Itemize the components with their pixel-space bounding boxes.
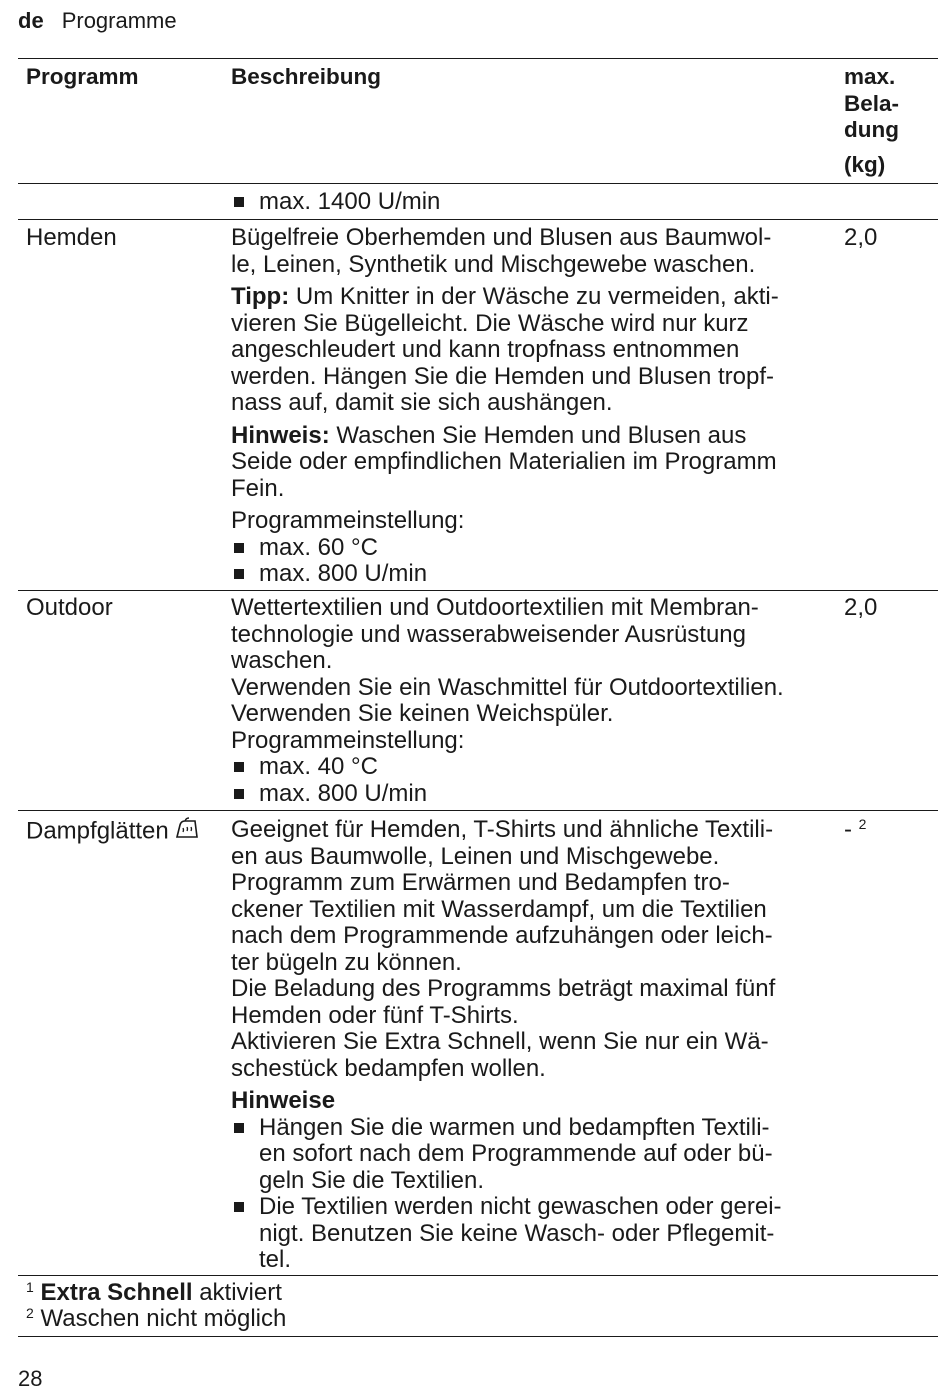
text-line: Um Knitter in der Wäsche zu vermeiden, akti- (295, 283, 779, 310)
list-item: max. 40 °C (231, 754, 831, 781)
program-name-hemden: Hemden (26, 224, 117, 251)
text-line: Bügelfreie Oberhemden und Blusen aus Baumwol- (231, 224, 772, 251)
text-line: Die Textilien werden nicht gewaschen oder gerei- (259, 1193, 782, 1220)
text-line: Waschen Sie Hemden und Blusen aus (336, 421, 747, 449)
steam-iron-icon (173, 817, 201, 848)
text-line: Hängen Sie die warmen und bedampften Textili- (259, 1113, 770, 1141)
list-item: max. 800 U/min (231, 561, 831, 588)
program-name-dampfglaetten (26, 817, 226, 848)
header-rule (18, 183, 938, 184)
text-line: Hemden oder fünf T-Shirts. (231, 1001, 519, 1029)
text-line: angeschleudert und kann tropfnass entnommen (231, 336, 740, 363)
text-line: Die Beladung des Programms beträgt maximal fünf (231, 975, 776, 1002)
text-line: Verwenden Sie ein Waschmittel für Outdoortextilien. (231, 673, 784, 701)
list-item (231, 1194, 831, 1274)
description-outdoor (231, 595, 831, 807)
description-hemden (231, 225, 831, 588)
text-line: nach dem Programmende aufzuhängen oder leich- (231, 922, 773, 949)
tip-paragraph (231, 284, 831, 417)
list-item: max. 800 U/min (231, 781, 831, 808)
load-hemden: 2,0 (844, 224, 878, 251)
list-item: max. 60 °C (231, 535, 831, 562)
list-item: max. 1400 U/min (231, 189, 831, 216)
footnote-text: aktiviert (199, 1279, 282, 1306)
program-name-text: Dampfglätten (26, 817, 169, 845)
table-top-rule (18, 58, 938, 59)
notes-block (231, 1088, 831, 1274)
text-line: technologie und wasserabweisender Ausrüstung (231, 620, 747, 648)
text-line: Programm zum Erwärmen und Bedampfen tro- (231, 869, 730, 896)
notes-title: Hinweise (231, 1087, 336, 1114)
text-line: Aktivieren Sie Extra Schnell, wenn Sie nur ein Wä- (231, 1028, 769, 1055)
table-bottom-rule (18, 1275, 938, 1276)
footnote-bold: Extra Schnell (40, 1279, 193, 1306)
program-name-outdoor: Outdoor (26, 594, 113, 621)
text-line: Geeignet für Hemden, T-Shirts und ähnliche Textili- (231, 816, 774, 843)
row-divider (18, 590, 938, 591)
text-line: le, Leinen, Synthetik und Mischgewebe waschen. (231, 250, 756, 278)
header-line: max. (844, 64, 896, 89)
list-item (231, 1115, 831, 1195)
text-line: ter bügeln zu können. (231, 948, 462, 976)
footnote-number: 2 (26, 1305, 34, 1321)
text-line: en sofort nach dem Programmende auf oder bü- (259, 1140, 773, 1167)
text-line: vieren Sie Bügelleicht. Die Wäsche wird nur kurz (231, 309, 749, 337)
settings-label: Programmeinstellung: (231, 726, 465, 754)
description-dampfglaetten (231, 817, 831, 1274)
text-line: Seide oder empfindlichen Materialien im Programm (231, 448, 777, 475)
footnote-text: Waschen nicht möglich (40, 1305, 287, 1332)
footnote-number: 1 (26, 1279, 34, 1295)
row-divider (18, 219, 938, 220)
note-paragraph (231, 423, 831, 503)
row-divider (18, 810, 938, 811)
text-line: en aus Baumwolle, Leinen und Mischgewebe. (231, 842, 720, 870)
language-code: de (18, 8, 44, 33)
settings-block (231, 508, 831, 588)
description-paragraph (231, 225, 831, 278)
footnote-1 (26, 1280, 282, 1307)
header-line: Bela- (844, 90, 900, 116)
text-line: nass auf, damit sie sich aushängen. (231, 389, 613, 416)
load-value: - (844, 816, 852, 843)
text-line: werden. Hängen Sie die Hemden und Blusen tropf- (231, 362, 774, 390)
page-header (18, 8, 177, 34)
text-line: geln Sie die Textilien. (259, 1166, 485, 1194)
text-line: Fein. (231, 474, 285, 502)
load-outdoor: 2,0 (844, 594, 878, 621)
text-line: ckener Textilien mit Wasserdampf, um die Textilien (231, 895, 767, 923)
footnote-2 (26, 1306, 286, 1333)
column-header-beladung (844, 64, 934, 178)
header-unit: (kg) (844, 151, 886, 177)
settings-label: Programmeinstellung: (231, 507, 465, 534)
description-paragraph (231, 817, 831, 1082)
continuation-cell (231, 189, 831, 216)
text-line: schestück bedampfen wollen. (231, 1054, 546, 1082)
section-title: Programme (61, 8, 177, 33)
footnote-rule (18, 1336, 938, 1337)
header-line: dung (844, 117, 899, 142)
text-line: waschen. (231, 647, 333, 674)
page-number: 28 (18, 1366, 43, 1391)
tip-label: Tipp: (231, 283, 290, 310)
column-header-beschreibung: Beschreibung (231, 64, 382, 89)
text-line: tel. (259, 1246, 292, 1273)
text-line: nigt. Benutzen Sie keine Wasch- oder Pflegemit- (259, 1219, 775, 1247)
text-line: Wettertextilien und Outdoortextilien mit Membran- (231, 594, 759, 621)
column-header-programm: Programm (26, 64, 139, 89)
note-label: Hinweis: (231, 421, 330, 449)
text-line: Verwenden Sie keinen Weichspüler. (231, 700, 614, 727)
load-dampfglaetten (844, 817, 934, 844)
footnote-ref: 2 (858, 816, 867, 832)
